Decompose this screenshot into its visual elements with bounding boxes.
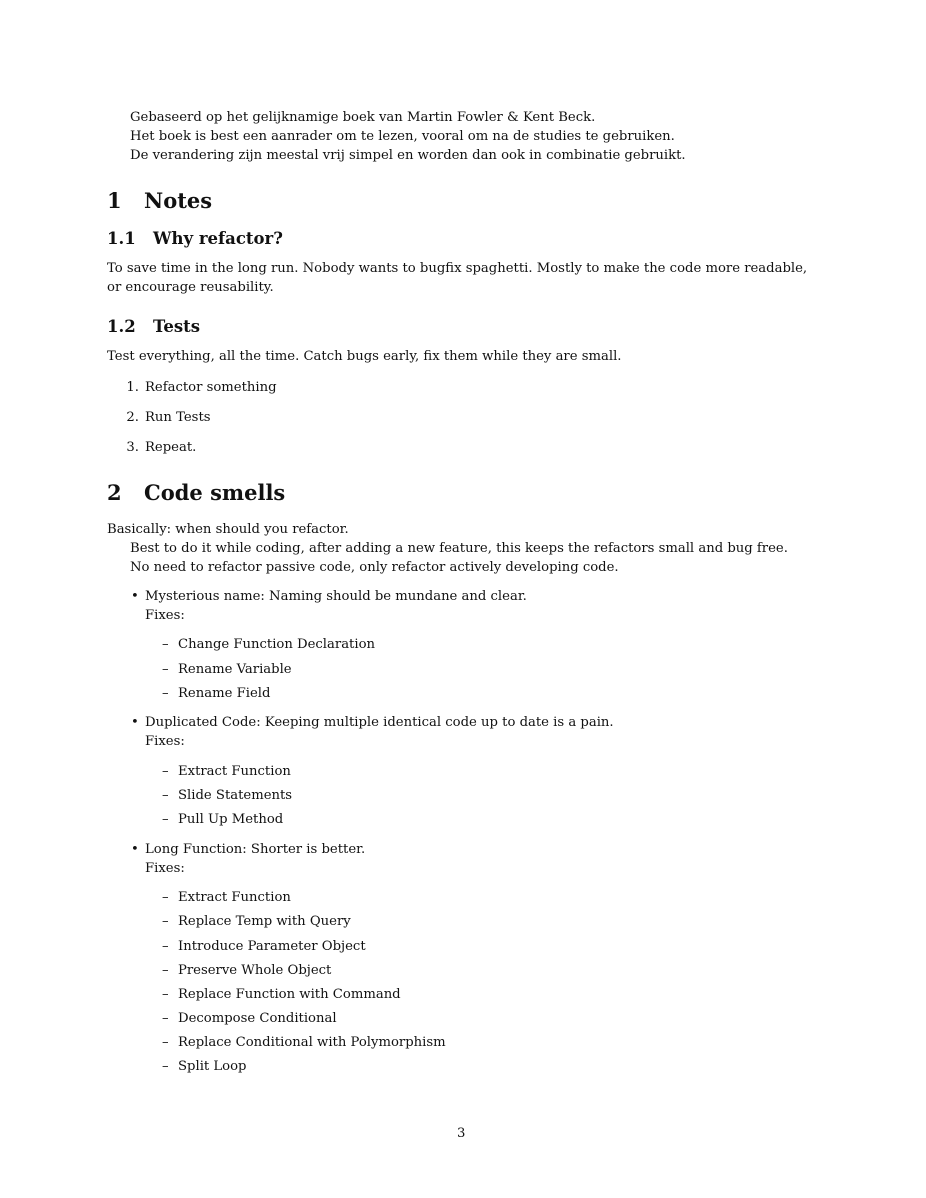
- section-number: 1: [107, 188, 122, 213]
- fix-text: Rename Field: [178, 686, 271, 701]
- fix-text: Rename Variable: [178, 662, 292, 677]
- fix-item: [162, 961, 331, 980]
- smell-description: Duplicated Code: Keeping multiple identical code up to date is a pain.: [145, 715, 614, 730]
- dash-icon: –: [162, 764, 169, 779]
- fix-text: Replace Temp with Query: [178, 914, 351, 929]
- section-title: Code smells: [144, 480, 286, 505]
- section-number: 2: [107, 480, 122, 505]
- fix-text: Replace Function with Command: [178, 987, 401, 1002]
- fix-text: Change Function Declaration: [178, 637, 376, 652]
- item-number: 3.: [126, 440, 139, 455]
- fix-text: Pull Up Method: [178, 812, 284, 827]
- fix-text: Replace Conditional with Polymorphism: [178, 1035, 446, 1050]
- dash-icon: –: [162, 812, 169, 827]
- fixes-label: Fixes:: [145, 608, 185, 623]
- fix-item: [162, 684, 270, 703]
- fix-item: [162, 786, 292, 805]
- fix-text: Introduce Parameter Object: [178, 939, 366, 954]
- subsection-title: Tests: [153, 317, 201, 336]
- dash-icon: –: [162, 987, 169, 1002]
- fix-item: [162, 660, 292, 679]
- item-text: Run Tests: [145, 410, 211, 425]
- fix-text: Preserve Whole Object: [178, 963, 332, 978]
- fix-item: [162, 888, 291, 907]
- paragraph-line: Best to do it while coding, after adding a new feature, this keeps the refactors small and bug free.: [130, 541, 788, 556]
- dash-icon: –: [162, 914, 169, 929]
- dash-icon: –: [162, 890, 169, 905]
- smell-description: Mysterious name: Naming should be mundane and clear.: [145, 589, 527, 604]
- dash-icon: –: [162, 1011, 169, 1026]
- bullet-icon: •: [131, 715, 139, 730]
- subsection-heading: [107, 316, 200, 338]
- fix-text: Extract Function: [178, 890, 291, 905]
- paragraph: Basically: when should you refactor.: [107, 522, 349, 537]
- section-title: Notes: [144, 188, 213, 213]
- enumerated-item: [119, 438, 196, 457]
- item-number: 2.: [126, 410, 139, 425]
- fix-item: [162, 762, 291, 781]
- fixes-label: Fixes:: [145, 734, 185, 749]
- item-text: Refactor something: [145, 380, 277, 395]
- dash-icon: –: [162, 963, 169, 978]
- dash-icon: –: [162, 662, 169, 677]
- section-heading: [107, 480, 285, 506]
- fix-text: Split Loop: [178, 1059, 247, 1074]
- fix-item: [162, 1009, 337, 1028]
- fix-text: Decompose Conditional: [178, 1011, 337, 1026]
- fix-item: [162, 1057, 246, 1076]
- paragraph: Test everything, all the time. Catch bugs early, fix them while they are small.: [107, 349, 622, 364]
- intro-line: Het boek is best een aanrader om te lezen, vooral om na de studies te gebruiken.: [130, 129, 675, 144]
- bullet-item: [131, 713, 614, 732]
- smell-description: Long Function: Shorter is better.: [145, 842, 366, 857]
- fix-item: [162, 985, 401, 1004]
- bullet-item: [131, 840, 365, 859]
- fix-item: [162, 635, 375, 654]
- page-number: 3: [457, 1126, 466, 1141]
- fix-text: Extract Function: [178, 764, 291, 779]
- paragraph: To save time in the long run. Nobody wants to bugfix spaghetti. Mostly to make the code more readable, or encourage reusability.: [107, 261, 808, 295]
- dash-icon: –: [162, 637, 169, 652]
- bullet-icon: •: [131, 589, 139, 604]
- dash-icon: –: [162, 1059, 169, 1074]
- dash-icon: –: [162, 939, 169, 954]
- dash-icon: –: [162, 1035, 169, 1050]
- fixes-label: Fixes:: [145, 861, 185, 876]
- subsection-title: Why refactor?: [153, 229, 283, 248]
- bullet-item: [131, 587, 527, 606]
- fix-item: [162, 810, 283, 829]
- item-text: Repeat.: [145, 440, 197, 455]
- item-number: 1.: [126, 380, 139, 395]
- intro-line: Gebaseerd op het gelijknamige boek van Martin Fowler & Kent Beck.: [130, 110, 596, 125]
- subsection-number: 1.2: [107, 317, 136, 336]
- subsection-number: 1.1: [107, 229, 136, 248]
- section-heading: [107, 188, 212, 214]
- intro-line: De verandering zijn meestal vrij simpel en worden dan ook in combinatie gebruikt.: [130, 148, 686, 163]
- fix-item: [162, 937, 366, 956]
- fix-item: [162, 1033, 446, 1052]
- dash-icon: –: [162, 686, 169, 701]
- bullet-icon: •: [131, 842, 139, 857]
- paragraph-line: No need to refactor passive code, only refactor actively developing code.: [130, 560, 619, 575]
- fix-item: [162, 912, 351, 931]
- dash-icon: –: [162, 788, 169, 803]
- enumerated-item: [119, 378, 277, 397]
- enumerated-item: [119, 408, 211, 427]
- subsection-heading: [107, 228, 283, 250]
- fix-text: Slide Statements: [178, 788, 293, 803]
